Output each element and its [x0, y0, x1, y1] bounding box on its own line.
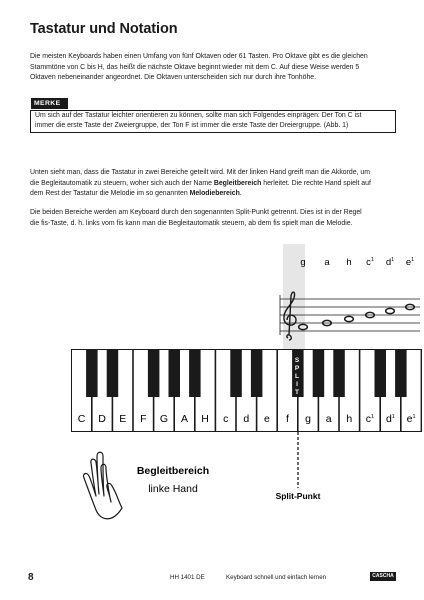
footer-book-title: Keyboard schnell und einfach lernen	[226, 574, 327, 581]
note-name: $e^1$	[405, 257, 415, 268]
merke-line: Um sich auf der Tastatur leichter orientieren zu können, sollte man sich Folgendes einprägen: Der Ton C ist	[35, 112, 362, 119]
black-key[interactable]	[86, 350, 98, 397]
split-point-label: Split-Punkt	[275, 491, 321, 501]
piano-keyboard	[71, 349, 422, 432]
note-name: $d^1$	[385, 257, 395, 268]
key-label: $d^1$	[386, 413, 395, 425]
note-name: a	[324, 257, 330, 268]
text-span: dem Rest der Tastatur die Melodie im so genannten	[30, 190, 190, 198]
split-letter: I	[296, 381, 298, 388]
intro-line: Die meisten Keyboards haben einen Umfang von fünf Oktaven oder 61 Tasten. Pro Oktave gibt es die gleichen	[30, 53, 368, 60]
split-letter: P	[294, 365, 300, 372]
text-span: die Begleitautomatik zu steuern, woher sich auch der Name	[30, 179, 214, 187]
accompaniment-subtitle: linke Hand	[148, 483, 198, 495]
key-label: G	[159, 413, 168, 425]
note-name-row	[300, 257, 414, 268]
note-name: h	[346, 257, 352, 268]
black-key[interactable]	[251, 350, 263, 397]
black-key[interactable]	[313, 350, 325, 397]
key-label: a	[325, 413, 332, 425]
black-key[interactable]	[189, 350, 201, 397]
key-label: d	[243, 413, 250, 425]
term-begleitbereich: Begleitbereich	[213, 179, 262, 187]
staff-notes	[299, 304, 415, 329]
key-label: E	[119, 413, 127, 425]
split-letter: L	[295, 373, 299, 380]
key-label: e	[263, 413, 270, 425]
merke-label: MERKE	[31, 98, 68, 109]
key-label: c	[223, 413, 229, 425]
key-label: H	[201, 413, 209, 425]
hand-icon	[84, 452, 122, 519]
para-line: Die beiden Bereiche werden am Keyboard durch den sogenannten Split-Punkt getrennt. Dies ist in der Regel	[30, 209, 362, 216]
black-key[interactable]	[375, 350, 387, 397]
key-label: A	[180, 413, 189, 425]
key-label: $e^1$	[406, 413, 416, 425]
black-key[interactable]	[395, 350, 407, 397]
key-label: h	[346, 413, 353, 425]
note-name: g	[300, 257, 306, 268]
para-line: Unten sieht man, dass die Tastatur in zwei Bereiche geteilt wird. Mit der linken Hand greift man die Akkorde, um	[30, 169, 370, 176]
page-number: 8	[28, 572, 34, 583]
key-label: D	[98, 413, 106, 425]
key-label: C	[77, 413, 86, 425]
black-key[interactable]	[148, 350, 160, 397]
text-span: herleitet. Die rechte Hand spielt auf	[261, 179, 371, 187]
para-line: die fis-Taste, d. h. links vom fis kann man die Begleitautomatik steuern, ab dem fis spielt man die Melodie.	[30, 219, 353, 227]
footer-code: HH 1401 DE	[170, 574, 205, 581]
key-label: f	[286, 413, 289, 425]
black-key[interactable]	[333, 350, 345, 397]
note-name: $c^1$	[366, 257, 374, 268]
page-title: Tastatur und Notation	[30, 21, 178, 37]
black-key[interactable]	[169, 350, 181, 397]
term-melodiebereich: Melodiebereich	[189, 190, 240, 198]
note-h	[345, 316, 354, 321]
accompaniment-title: Begleitbereich	[136, 465, 210, 477]
black-key[interactable]	[230, 350, 242, 397]
note-d1	[386, 308, 395, 313]
merke-line: immer die erste Taste der Zweiergruppe, der Ton F ist immer die erste Taste der Dreiergruppe. (Abb. 1)	[35, 122, 349, 130]
black-key[interactable]	[107, 350, 119, 397]
key-label: $c^1$	[365, 413, 375, 425]
intro-line: Oktaven nebeneinander angeordnet. Die Oktaven unterscheiden sich nur durch ihre Tonhöhe.	[30, 74, 317, 82]
text-span: .	[239, 190, 242, 198]
key-label: F	[140, 413, 147, 425]
split-letter: S	[294, 357, 300, 364]
split-letter: T	[295, 389, 299, 396]
intro-line: Stammtöne von C bis H, das heißt die nächste Oktave beginnt wieder mit dem C. Auf diese Weise werden 5	[30, 63, 360, 71]
key-label: g	[305, 413, 312, 425]
publisher-logo: CASCHA	[370, 572, 396, 581]
